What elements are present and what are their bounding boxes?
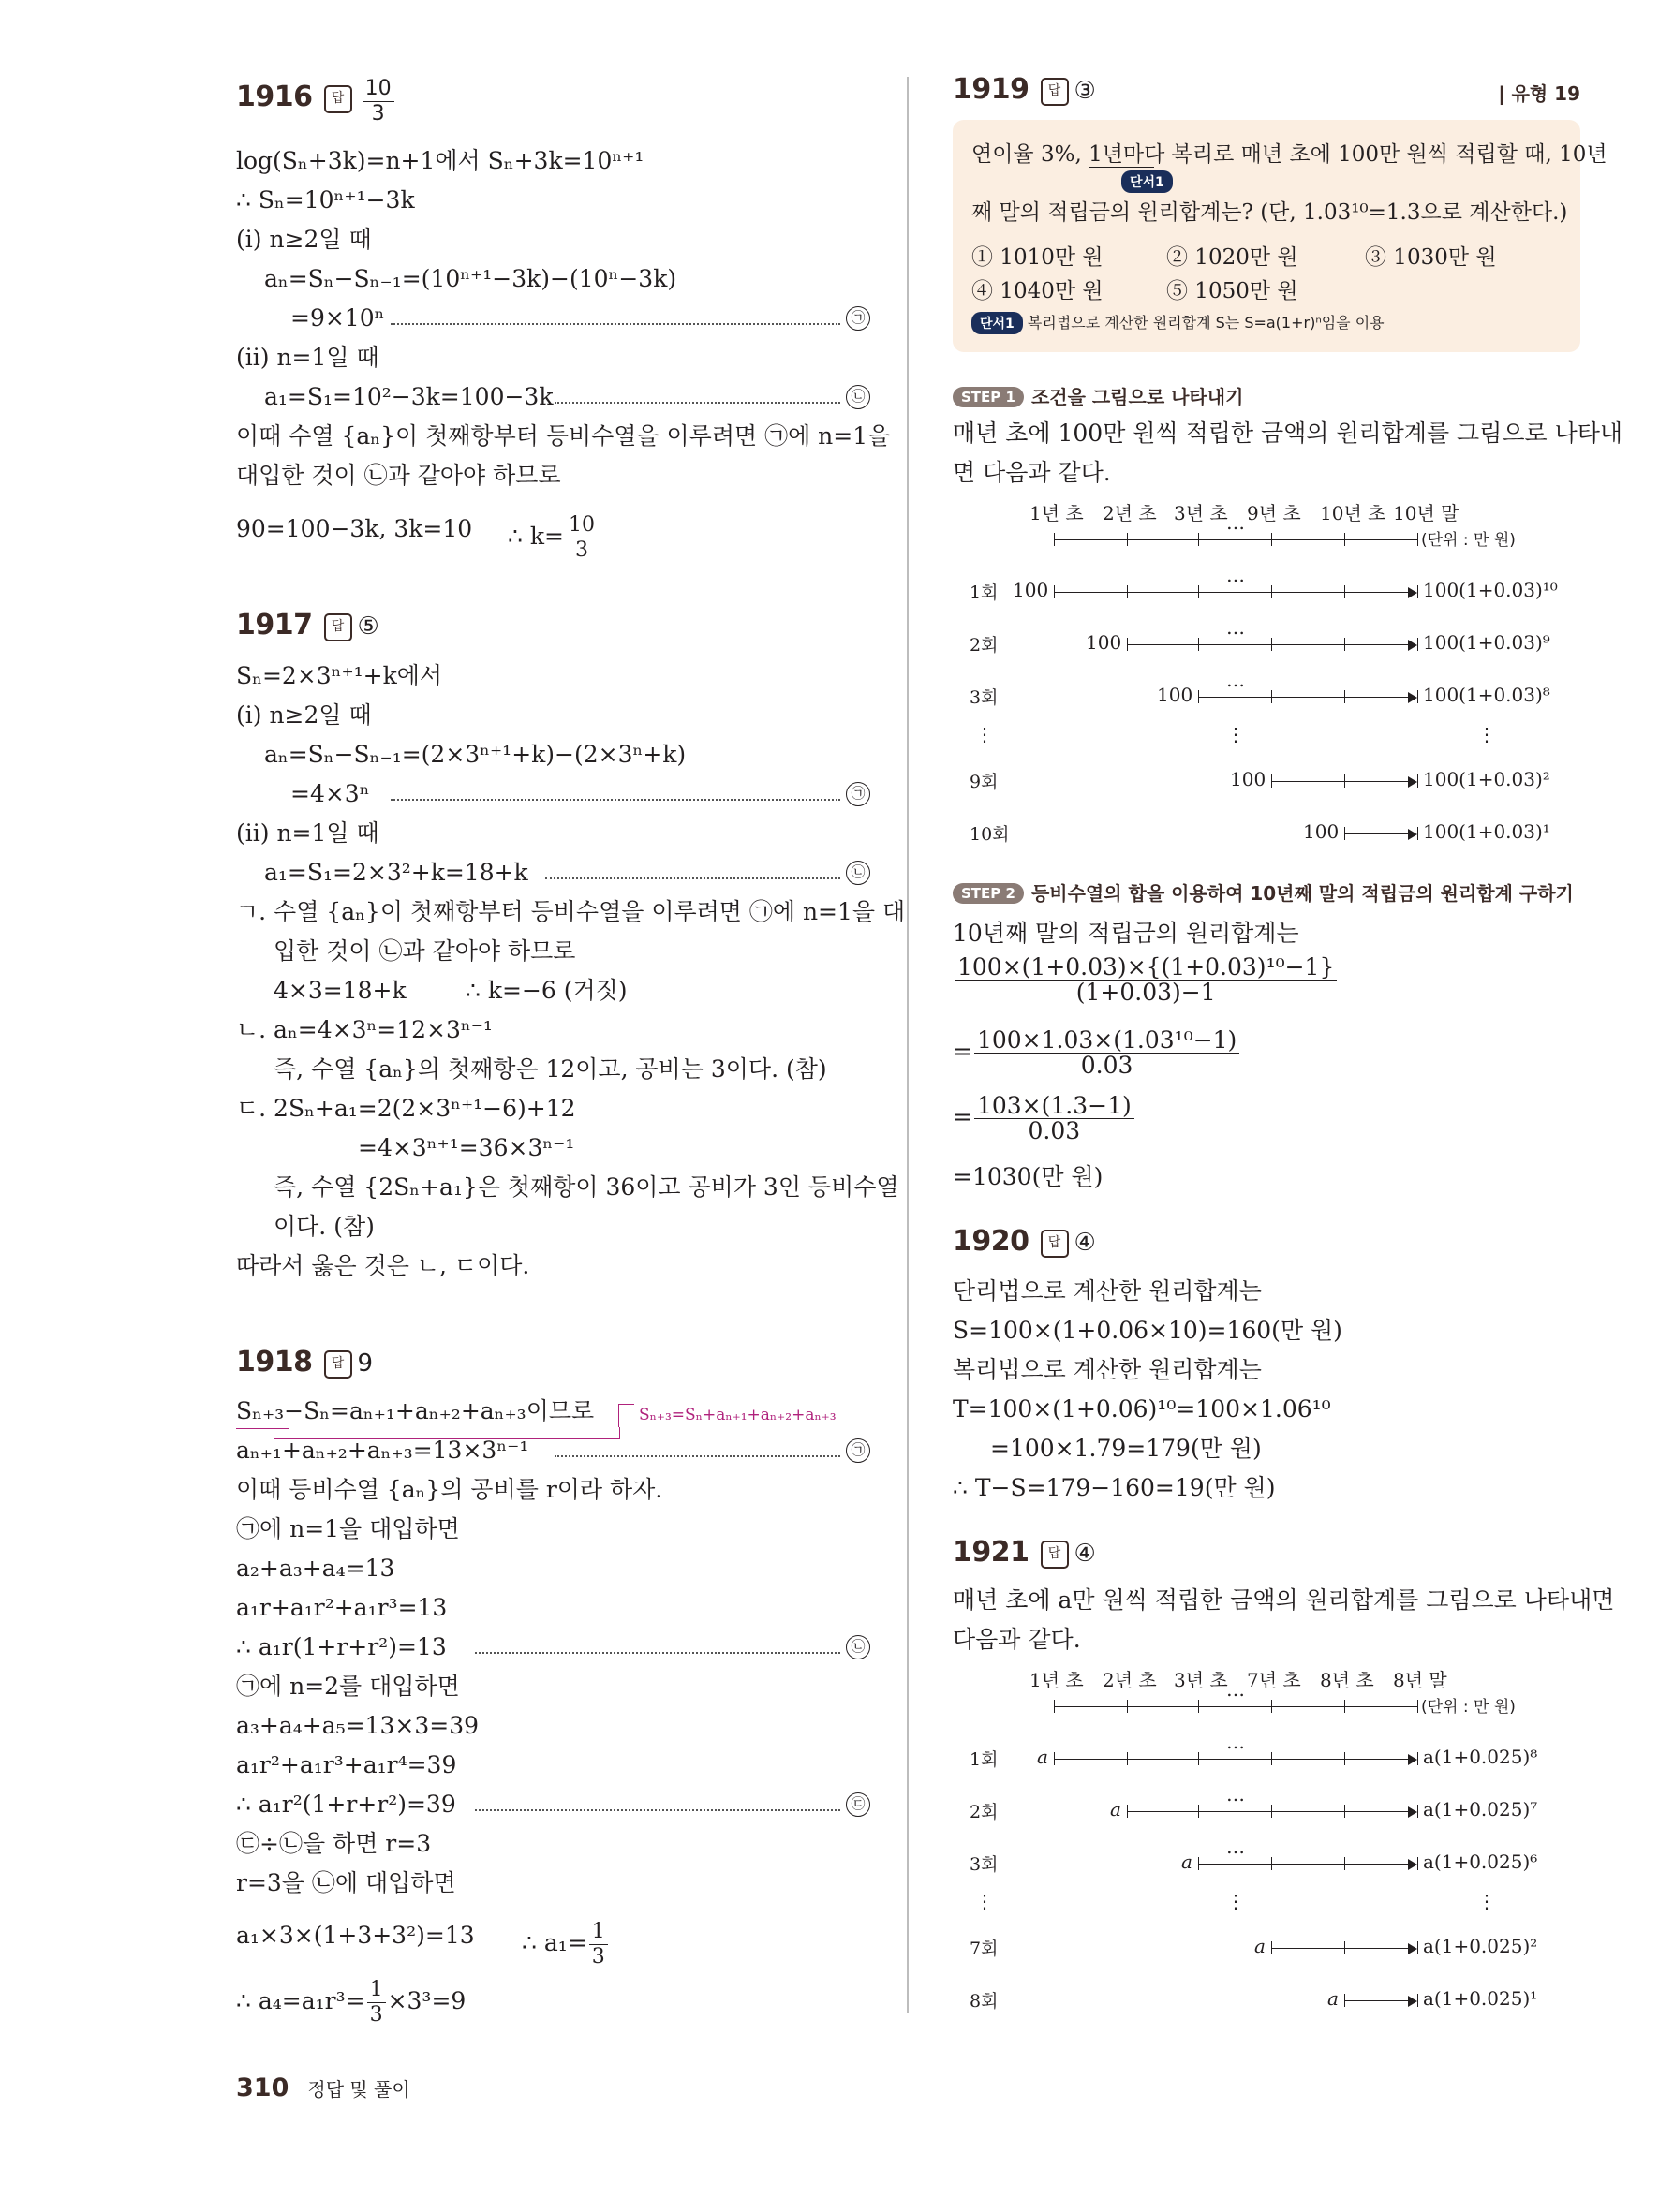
arrow-head <box>1408 640 1417 651</box>
section-tag: | 유형 19 <box>1498 82 1580 105</box>
sol-line: =4×3ⁿ <box>290 780 370 807</box>
timeline-tick <box>1198 1752 1199 1765</box>
sol-line: r=3을 ㉡에 대입하면 <box>236 1869 456 1896</box>
problem-text: 째 말의 적립금의 원리합계는? (단, 1.03¹⁰=1.3으로 계산한다.) <box>971 200 1568 225</box>
circled-mark: ㉠ <box>846 1438 870 1463</box>
step-title: 조건을 그림으로 나타내기 <box>1030 386 1244 408</box>
timeline-tick <box>1417 1700 1418 1713</box>
problem-1920-header <box>953 1225 1096 1258</box>
vertical-ellipsis: ⋮ <box>975 723 994 745</box>
sol-line: a₁=S₁=10²−3k=100−3k <box>264 383 554 410</box>
timeline-tick <box>1271 638 1272 651</box>
sol-line: 4×3=18+k <box>274 977 407 1004</box>
timeline-header: 10년 말 <box>1393 502 1459 524</box>
row-arrow-line <box>1198 1864 1410 1865</box>
step-pill: STEP 1 <box>953 387 1024 407</box>
frac-num: 103×(1.3−1) <box>974 1094 1134 1119</box>
sol-line: =4×3ⁿ⁺¹=36×3ⁿ⁻¹ <box>358 1134 575 1161</box>
sol-line: 면 다음과 같다. <box>953 459 1111 486</box>
answer-tag: 답 <box>1041 78 1069 106</box>
sol-line: (i) n≥2일 때 <box>236 701 372 729</box>
timeline-tick <box>1417 638 1418 651</box>
row-arrow-line <box>1054 1759 1410 1760</box>
frac-num: 10 <box>363 77 394 102</box>
timeline-header: 2년 초 <box>1103 1669 1157 1691</box>
step-pill: STEP 2 <box>953 883 1024 904</box>
answer-value: ③ <box>1074 77 1096 105</box>
sol-line: 즉, 수열 {aₙ}의 첫째항은 12이고, 공비는 3이다. (참) <box>274 1055 827 1083</box>
problem-number: 1918 <box>236 1346 313 1379</box>
row-label: 1회 <box>970 582 999 603</box>
timeline-diagram-1919 <box>953 498 1580 863</box>
circled-mark: ㉠ <box>846 306 870 331</box>
timeline-tick <box>1198 533 1199 546</box>
sol-line: a₁×3×(1+3+3²)=13 <box>236 1922 475 1949</box>
timeline-tick <box>1271 1805 1272 1818</box>
frac-num: 100×1.03×(1.03¹⁰−1) <box>974 1028 1239 1054</box>
row-result: a(1+0.025)² <box>1423 1935 1538 1957</box>
timeline-tick <box>1271 690 1272 703</box>
row-result: 100(1+0.03)⁸ <box>1423 684 1550 706</box>
arrow-head <box>1408 692 1417 703</box>
row-label: 2회 <box>970 635 999 656</box>
problem-number: 1916 <box>236 81 313 113</box>
row-arrow-line <box>1271 781 1410 782</box>
row-arrow-line <box>1344 2000 1410 2001</box>
timeline-tick <box>1344 638 1345 651</box>
row-start-amount: 100 <box>1086 631 1122 654</box>
arrow-head <box>1408 1996 1417 2007</box>
sol-line: 90=100−3k, 3k=10 <box>236 515 473 542</box>
timeline-tick <box>1127 585 1128 598</box>
sol-line <box>508 513 600 563</box>
ellipsis: … <box>1226 1836 1245 1858</box>
fraction <box>566 513 598 563</box>
fraction <box>974 1028 1239 1078</box>
problem-1916-header <box>236 77 396 126</box>
ellipsis: … <box>1226 1678 1245 1701</box>
timeline-header: 3년 초 <box>1174 1669 1228 1691</box>
frac-den: 3 <box>369 2003 383 2027</box>
fraction <box>367 1978 386 2028</box>
sol-line: 입한 것이 ㉡과 같아야 하므로 <box>274 937 576 965</box>
timeline-tick <box>1344 1752 1345 1765</box>
circled-mark: ㉡ <box>846 385 870 409</box>
sol-line: a₃+a₄+a₅=13×3=39 <box>236 1712 480 1739</box>
sol-text: ∴ k= <box>508 523 564 550</box>
sol-line <box>953 1094 1136 1143</box>
row-arrow-line <box>1127 644 1410 645</box>
timeline-axis <box>1054 539 1417 540</box>
row-arrow-line <box>1198 697 1410 698</box>
frac-den: (1+0.03)−1 <box>1075 979 1216 1006</box>
sol-line: ㄴ. aₙ=4×3ⁿ=12×3ⁿ⁻¹ <box>236 1016 493 1043</box>
row-start-amount: 100 <box>1157 684 1193 706</box>
sol-line: (i) n≥2일 때 <box>236 226 372 253</box>
answer-tag: 답 <box>1041 1230 1069 1258</box>
vertical-ellipsis: ⋮ <box>1477 723 1496 745</box>
sol-line: =1030(만 원) <box>953 1163 1104 1190</box>
timeline-tick <box>1271 1941 1272 1954</box>
timeline-tick <box>1344 1857 1345 1870</box>
answer-value: ④ <box>1074 1229 1096 1257</box>
row-label: 7회 <box>970 1939 999 1959</box>
circled-mark: ㉠ <box>846 782 870 806</box>
row-result: a(1+0.025)⁷ <box>1423 1798 1538 1821</box>
timeline-tick <box>1417 533 1418 546</box>
sol-line: =100×1.79=179(만 원) <box>990 1435 1262 1462</box>
sol-line: a₁r²+a₁r³+a₁r⁴=39 <box>236 1751 457 1778</box>
sol-line: 이때 등비수열 {aₙ}의 공비를 r이라 하자. <box>236 1476 663 1503</box>
sol-text: ∴ a₄=a₁r³= <box>236 1987 365 2014</box>
timeline-tick <box>1344 1941 1345 1954</box>
sol-line: 단리법으로 계산한 원리합계는 <box>953 1277 1262 1305</box>
sol-line: 따라서 옳은 것은 ㄴ, ㄷ이다. <box>236 1252 530 1279</box>
underline-mark <box>1089 167 1154 168</box>
arrow-head <box>1408 1806 1417 1818</box>
hint-marker <box>1121 170 1173 193</box>
unit-label: (단위 : 만 원) <box>1421 1698 1516 1717</box>
step-title: 등비수열의 합을 이용하여 10년째 말의 적립금의 원리합계 구하기 <box>1030 882 1574 905</box>
hint-text: 복리법으로 계산한 원리합계 S는 S=a(1+r)ⁿ임을 이용 <box>1027 314 1385 332</box>
sol-line <box>236 1978 466 2028</box>
sol-line: aₙ=Sₙ−Sₙ₋₁=(2×3ⁿ⁺¹+k)−(2×3ⁿ+k) <box>264 741 687 768</box>
timeline-tick <box>1198 1700 1199 1713</box>
sol-line: 다음과 같다. <box>953 1626 1081 1653</box>
problem-1919-header <box>953 73 1096 106</box>
timeline-tick <box>1127 533 1128 546</box>
row-result: 100(1+0.03)¹ <box>1423 820 1550 843</box>
timeline-tick <box>1417 774 1418 788</box>
row-result: 100(1+0.03)² <box>1423 768 1550 790</box>
row-result: 100(1+0.03)¹⁰ <box>1423 579 1558 601</box>
sol-line: ∴ Sₙ=10ⁿ⁺¹−3k <box>236 186 415 214</box>
timeline-header: 9년 초 <box>1247 502 1301 524</box>
frac-num: 1 <box>589 1920 608 1945</box>
step-2-heading <box>953 878 1574 906</box>
ellipsis: … <box>1226 1783 1245 1806</box>
eq-sign: = <box>953 1038 972 1065</box>
sol-line: =9×10ⁿ <box>290 304 385 332</box>
choice: ⑤ 1050만 원 <box>1166 279 1298 303</box>
answer-tag: 답 <box>1041 1541 1069 1569</box>
row-start-amount: 100 <box>1303 820 1340 843</box>
leader-dots <box>555 1455 840 1457</box>
answer-tag: 답 <box>324 613 352 641</box>
sol-line: aₙ=Sₙ−Sₙ₋₁=(10ⁿ⁺¹−3k)−(10ⁿ−3k) <box>264 265 677 292</box>
timeline-tick <box>1344 1805 1345 1818</box>
ellipsis: … <box>1226 1731 1245 1753</box>
timeline-tick <box>1417 690 1418 703</box>
sol-line: 10년째 말의 적립금의 원리합계는 <box>953 920 1299 947</box>
eq-sign: = <box>953 1103 972 1130</box>
ellipsis: … <box>1226 511 1245 534</box>
timeline-tick <box>1198 1857 1199 1870</box>
timeline-header: 1년 초 <box>1029 502 1084 524</box>
sol-text: ∴ a₁= <box>522 1929 587 1956</box>
hint-badge: 단서1 <box>971 312 1023 334</box>
timeline-header: 7년 초 <box>1247 1669 1301 1691</box>
answer-value: ⑤ <box>357 612 379 641</box>
timeline-tick <box>1054 1752 1055 1765</box>
timeline-header: 3년 초 <box>1174 502 1228 524</box>
row-result: 100(1+0.03)⁹ <box>1423 631 1550 654</box>
circled-mark: ㉡ <box>846 1635 870 1659</box>
ellipsis: … <box>1226 616 1245 639</box>
choice: ② 1020만 원 <box>1166 245 1298 270</box>
timeline-tick <box>1271 1857 1272 1870</box>
timeline-tick <box>1344 1994 1345 2007</box>
timeline-header: 1년 초 <box>1029 1669 1084 1691</box>
sol-line: 매년 초에 a만 원씩 적립한 금액의 원리합계를 그림으로 나타내면 <box>953 1586 1615 1614</box>
row-arrow-line <box>1127 1811 1410 1812</box>
problem-number: 1921 <box>953 1536 1029 1569</box>
frac-num: 10 <box>566 513 598 538</box>
timeline-header: 8년 말 <box>1393 1669 1447 1691</box>
row-label: 3회 <box>970 1854 999 1875</box>
timeline-tick <box>1417 1941 1418 1954</box>
row-label: 1회 <box>970 1749 999 1770</box>
timeline-tick <box>1054 533 1055 546</box>
sol-line: 매년 초에 100만 원씩 적립한 금액의 원리합계를 그림으로 나타내 <box>953 420 1623 447</box>
ellipsis: … <box>1226 669 1245 691</box>
timeline-tick <box>1417 1805 1418 1818</box>
frac-den: 3 <box>591 1945 605 1969</box>
answer-value: ④ <box>1074 1540 1096 1568</box>
frac-num: 100×(1+0.03)×{(1+0.03)¹⁰−1} <box>955 955 1337 981</box>
fraction <box>974 1094 1134 1143</box>
frac-den: 3 <box>371 102 385 125</box>
step-1-heading <box>953 382 1243 409</box>
sol-line: ㄷ. 2Sₙ+a₁=2(2×3ⁿ⁺¹−6)+12 <box>236 1095 576 1122</box>
sol-line: a₂+a₃+a₄=13 <box>236 1555 395 1582</box>
timeline-tick <box>1198 690 1199 703</box>
leader-dots <box>391 799 840 801</box>
sol-line <box>953 1028 1241 1078</box>
timeline-diagram-1921 <box>953 1665 1580 2021</box>
answer-value: 9 <box>357 1349 374 1378</box>
row-start-amount: a <box>1037 1746 1048 1768</box>
sol-line: T=100×(1+0.06)¹⁰=100×1.06¹⁰ <box>953 1395 1331 1423</box>
timeline-tick <box>1271 533 1272 546</box>
timeline-tick <box>1344 533 1345 546</box>
hint-badge: 단서1 <box>1121 170 1173 193</box>
row-result: a(1+0.025)⁶ <box>1423 1851 1538 1873</box>
timeline-tick <box>1417 585 1418 598</box>
timeline-header: 8년 초 <box>1320 1669 1374 1691</box>
fraction <box>589 1920 608 1969</box>
circled-mark: ㉡ <box>846 861 870 885</box>
timeline-tick <box>1271 1700 1272 1713</box>
timeline-header: 2년 초 <box>1103 502 1157 524</box>
arrow-head <box>1408 829 1417 840</box>
row-start-amount: a <box>1327 1987 1339 2010</box>
row-result: a(1+0.025)⁸ <box>1423 1746 1538 1768</box>
frac-den: 3 <box>574 538 588 562</box>
row-start-amount: a <box>1110 1798 1121 1821</box>
problem-1917-header <box>236 609 379 641</box>
sol-line: aₙ₊₁+aₙ₊₂+aₙ₊₃=13×3ⁿ⁻¹ <box>236 1437 529 1464</box>
row-result: a(1+0.025)¹ <box>1423 1987 1538 2010</box>
arrow-head <box>1408 1859 1417 1870</box>
row-start-amount: a <box>1254 1935 1266 1957</box>
page-footer <box>236 2073 410 2102</box>
footer-title: 정답 및 풀이 <box>307 2078 410 2101</box>
sol-line: log(Sₙ+3k)=n+1에서 Sₙ+3k=10ⁿ⁺¹ <box>236 147 644 174</box>
row-arrow-line <box>1271 1948 1410 1949</box>
row-label: 9회 <box>970 772 999 792</box>
sol-line: 이다. (참) <box>274 1213 375 1240</box>
hint-line <box>971 311 1385 334</box>
vertical-ellipsis: ⋮ <box>1226 1890 1245 1912</box>
sol-line: ㉠에 n=2를 대입하면 <box>236 1673 460 1700</box>
problem-1918-header <box>236 1346 373 1379</box>
sol-text: ×3³=9 <box>387 1987 467 2014</box>
choice: ① 1010만 원 <box>971 245 1104 270</box>
timeline-tick <box>1417 1857 1418 1870</box>
sol-line: ㉠에 n=1을 대입하면 <box>236 1515 460 1542</box>
sol-line <box>522 1920 610 1969</box>
unit-label: (단위 : 만 원) <box>1421 531 1516 550</box>
choice: ④ 1040만 원 <box>971 279 1104 303</box>
arrow-head <box>1408 587 1417 598</box>
answer-tag: 답 <box>324 85 352 113</box>
leader-dots <box>545 877 840 879</box>
sol-line: S=100×(1+0.06×10)=160(만 원) <box>953 1317 1342 1344</box>
timeline-tick <box>1344 585 1345 598</box>
row-label: 8회 <box>970 1991 999 2012</box>
note-connector <box>618 1404 634 1427</box>
frac-num: 1 <box>367 1978 386 2003</box>
arrow-head <box>1408 776 1417 788</box>
sol-line: Sₙ₊₃−Sₙ=aₙ₊₁+aₙ₊₂+aₙ₊₃이므로 <box>236 1397 595 1424</box>
sol-line: 즉, 수열 {2Sₙ+a₁}은 첫째항이 36이고 공비가 3인 등비수열 <box>274 1173 899 1201</box>
timeline-tick <box>1127 1700 1128 1713</box>
sol-line: ㉢÷㉡을 하면 r=3 <box>236 1830 432 1857</box>
page-number: 310 <box>236 2073 289 2102</box>
sol-line: ∴ a₁r(1+r+r²)=13 <box>236 1633 447 1660</box>
row-start-amount: 100 <box>1230 768 1266 790</box>
timeline-tick <box>1417 1994 1418 2007</box>
timeline-tick <box>1417 1752 1418 1765</box>
leader-dots <box>391 323 840 325</box>
problem-number: 1920 <box>953 1225 1029 1258</box>
timeline-tick <box>1054 585 1055 598</box>
vertical-ellipsis: ⋮ <box>975 1890 994 1912</box>
sol-line: a₁=S₁=2×3²+k=18+k <box>264 859 528 886</box>
timeline-tick <box>1198 585 1199 598</box>
row-label: 3회 <box>970 687 999 708</box>
problem-1921-header <box>953 1536 1096 1569</box>
row-arrow-line <box>1344 833 1410 834</box>
timeline-axis <box>1054 1706 1417 1707</box>
ellipsis: … <box>1226 564 1245 586</box>
timeline-tick <box>1344 1700 1345 1713</box>
vertical-ellipsis: ⋮ <box>1477 1890 1496 1912</box>
timeline-header: 10년 초 <box>1320 502 1386 524</box>
sol-line <box>953 955 1339 1005</box>
frac-den: 0.03 <box>1080 1052 1133 1079</box>
row-label: 10회 <box>970 824 1010 845</box>
sol-line: (ii) n=1일 때 <box>236 819 379 847</box>
sol-line: ∴ a₁r²(1+r+r²)=39 <box>236 1791 456 1818</box>
timeline-tick <box>1271 585 1272 598</box>
fraction <box>955 955 1337 1005</box>
timeline-tick <box>1344 774 1345 788</box>
choice: ③ 1030만 원 <box>1365 245 1497 270</box>
sol-line: 대입한 것이 ㉡과 같아야 하므로 <box>236 462 561 489</box>
sol-line: 이때 수열 {aₙ}이 첫째항부터 등비수열을 이루려면 ㉠에 n=1을 <box>236 422 891 450</box>
timeline-tick <box>1054 1700 1055 1713</box>
timeline-tick <box>1344 690 1345 703</box>
row-start-amount: a <box>1181 1851 1192 1873</box>
vertical-ellipsis: ⋮ <box>1226 723 1245 745</box>
timeline-tick <box>1417 827 1418 840</box>
answer-tag: 답 <box>324 1350 352 1379</box>
timeline-tick <box>1271 1752 1272 1765</box>
timeline-tick <box>1198 638 1199 651</box>
circled-mark: ㉢ <box>846 1792 870 1817</box>
sol-line: (ii) n=1일 때 <box>236 344 379 371</box>
row-arrow-line <box>1054 592 1410 593</box>
problem-box <box>953 120 1607 352</box>
problem-text: 연이율 3%, 1년마다 복리로 매년 초에 100만 원씩 적립할 때, 10년 <box>971 142 1607 167</box>
answer-fraction <box>363 77 394 126</box>
arrow-head <box>1408 1754 1417 1765</box>
problem-number: 1917 <box>236 609 313 641</box>
timeline-tick <box>1127 1752 1128 1765</box>
timeline-tick <box>1198 1805 1199 1818</box>
sol-line: ∴ k=−6 (거짓) <box>466 977 628 1004</box>
timeline-tick <box>1127 638 1128 651</box>
arrow-head <box>1408 1943 1417 1954</box>
sol-line: a₁r+a₁r²+a₁r³=13 <box>236 1594 448 1621</box>
frac-den: 0.03 <box>1028 1117 1081 1144</box>
sol-line: Sₙ=2×3ⁿ⁺¹+k에서 <box>236 662 443 689</box>
column-divider <box>907 77 909 2013</box>
leader-dots <box>475 1652 840 1654</box>
row-label: 2회 <box>970 1802 999 1822</box>
leader-dots <box>555 402 840 404</box>
leader-dots <box>475 1809 840 1811</box>
sol-line: ∴ T−S=179−160=19(만 원) <box>953 1474 1276 1501</box>
problem-number: 1919 <box>953 73 1029 106</box>
row-start-amount: 100 <box>1013 579 1049 601</box>
timeline-tick <box>1344 827 1345 840</box>
timeline-tick <box>1127 1805 1128 1818</box>
note-text: Sₙ₊₃=Sₙ+aₙ₊₁+aₙ₊₂+aₙ₊₃ <box>639 1406 837 1424</box>
timeline-tick <box>1271 774 1272 788</box>
sol-line: ㄱ. 수열 {aₙ}이 첫째항부터 등비수열을 이루려면 ㉠에 n=1을 대 <box>236 898 906 925</box>
sol-line: 복리법으로 계산한 원리합계는 <box>953 1356 1262 1383</box>
